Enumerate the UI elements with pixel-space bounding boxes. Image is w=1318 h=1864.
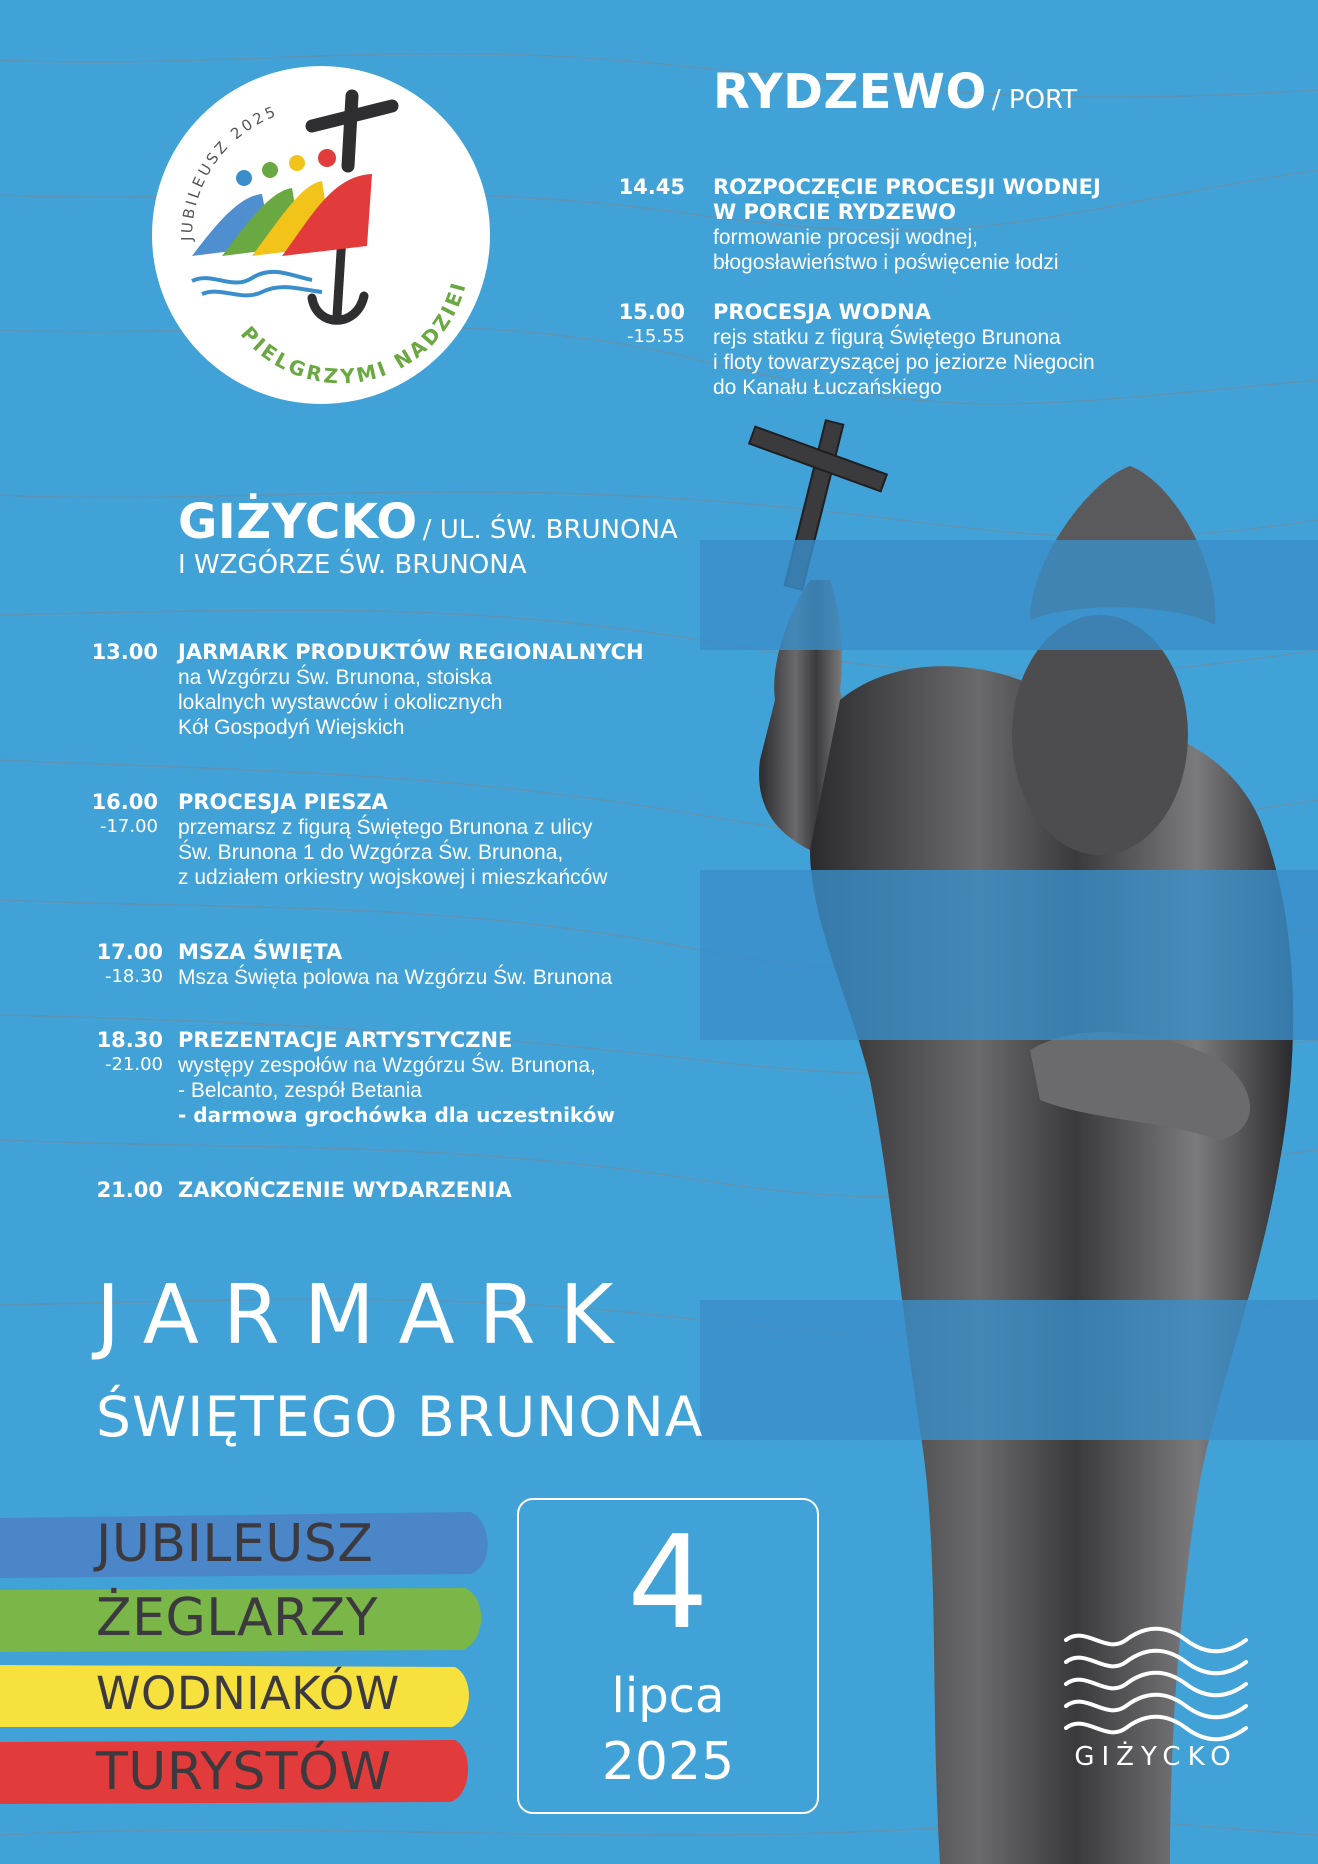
event-time: 16.00 — [91, 790, 158, 814]
event-desc-line: Św. Brunona 1 do Wzgórza Św. Brunona, — [178, 841, 564, 864]
event-desc-line: Msza Święta polowa na Wzgórzu Św. Brunona — [178, 966, 613, 989]
event-desc-line: występy zespołów na Wzgórzu Św. Brunona, — [178, 1054, 596, 1077]
event-time: 18.30 — [96, 1028, 163, 1052]
event-time-end: -17.00 — [99, 816, 158, 837]
date-day: 4 — [627, 1509, 709, 1658]
logo-bottom-text: PIELGRZYMI NADZIEI — [236, 277, 472, 389]
event-desc-line: rejs statku z figurą Świętego Brunona — [713, 326, 1061, 349]
event-body — [178, 1028, 778, 1128]
headline-jarmark: JARMARK — [96, 1268, 638, 1363]
event-desc-line: - Belcanto, zespół Betania — [178, 1079, 422, 1102]
band-text-turystow: TURYSTÓW — [96, 1742, 392, 1802]
event-desc-line: i floty towarzyszącej po jeziorze Niegocin — [713, 351, 1095, 374]
event-time: 13.00 — [91, 640, 158, 664]
city-logo-text: GIŻYCKO — [1074, 1742, 1238, 1772]
band-text-zeglarzy: ŻEGLARZY — [96, 1588, 379, 1648]
event-desc-line: na Wzgórzu Św. Brunona, stoiska — [178, 666, 492, 689]
event-time: 21.00 — [96, 1178, 163, 1202]
date-year: 2025 — [601, 1732, 735, 1792]
event-time: 15.00 — [618, 300, 685, 324]
event-title-line: ROZPOCZĘCIE PROCESJI WODNEJ — [713, 175, 1101, 199]
event-desc-line: lokalnych wystawców i okolicznych — [178, 691, 503, 714]
headline-swietego-brunona: ŚWIĘTEGO BRUNONA — [96, 1385, 704, 1449]
event-title: PROCESJA PIESZA — [178, 790, 388, 814]
event-time-end: -18.30 — [104, 966, 163, 987]
event-title: ZAKOŃCZENIE WYDARZENIA — [178, 1178, 512, 1202]
logo-ring-text: JUBILEUSZ 2025 — [177, 101, 281, 242]
event-body — [713, 300, 1233, 400]
event-body — [178, 640, 738, 740]
event-desc-line: z udziałem orkiestry wojskowej i mieszkańców — [178, 866, 608, 889]
event-time-end: -15.55 — [626, 326, 685, 347]
event-desc-line: błogosławieństwo i poświęcenie łodzi — [713, 251, 1059, 274]
gizycko-heading — [178, 494, 678, 550]
svg-text:PIELGRZYMI NADZIEI — [236, 278, 471, 389]
event-bold-line: - darmowa grochówka dla uczestników — [178, 1103, 615, 1127]
event-body — [178, 790, 778, 890]
event-time: 14.45 — [618, 175, 685, 199]
event-desc-line: do Kanału Łuczańskiego — [713, 376, 942, 399]
jubilee-2025-logo — [152, 66, 490, 404]
event-title-line: PROCESJA WODNA — [713, 300, 931, 324]
event-time: 17.00 — [96, 940, 163, 964]
event-title: JARMARK PRODUKTÓW REGIONALNYCH — [178, 640, 644, 664]
event-title: PREZENTACJE ARTYSTYCZNE — [178, 1028, 513, 1052]
event-desc-line: Kół Gospodyń Wiejskich — [178, 716, 405, 739]
event-title: MSZA ŚWIĘTA — [178, 940, 343, 964]
band-text-jubileusz: JUBILEUSZ — [96, 1514, 374, 1574]
event-time-end: -21.00 — [104, 1054, 163, 1075]
rydzewo-heading — [713, 64, 1078, 120]
event-body — [178, 1178, 778, 1203]
jubilee-cross-anchor-icon — [152, 66, 490, 404]
event-desc-line: formowanie procesji wodnej, — [713, 226, 978, 249]
gizycko-subtitle: / UL. ŚW. BRUNONA — [422, 515, 678, 545]
rydzewo-subtitle: / PORT — [991, 85, 1078, 115]
date-month: lipca — [611, 1668, 725, 1724]
rydzewo-place: RYDZEWO — [713, 64, 987, 120]
band-text-wodniakow: WODNIAKÓW — [96, 1667, 400, 1720]
waves-icon — [1056, 1620, 1256, 1750]
gizycko-place: GIŻYCKO — [178, 494, 418, 550]
event-title-line: W PORCIE RYDZEWO — [713, 200, 957, 224]
event-desc-line: przemarsz z figurą Świętego Brunona z ulicy — [178, 816, 593, 839]
event-body — [713, 175, 1233, 275]
event-body — [178, 940, 778, 990]
gizycko-subtitle-2: I WZGÓRZE ŚW. BRUNONA — [178, 550, 527, 580]
